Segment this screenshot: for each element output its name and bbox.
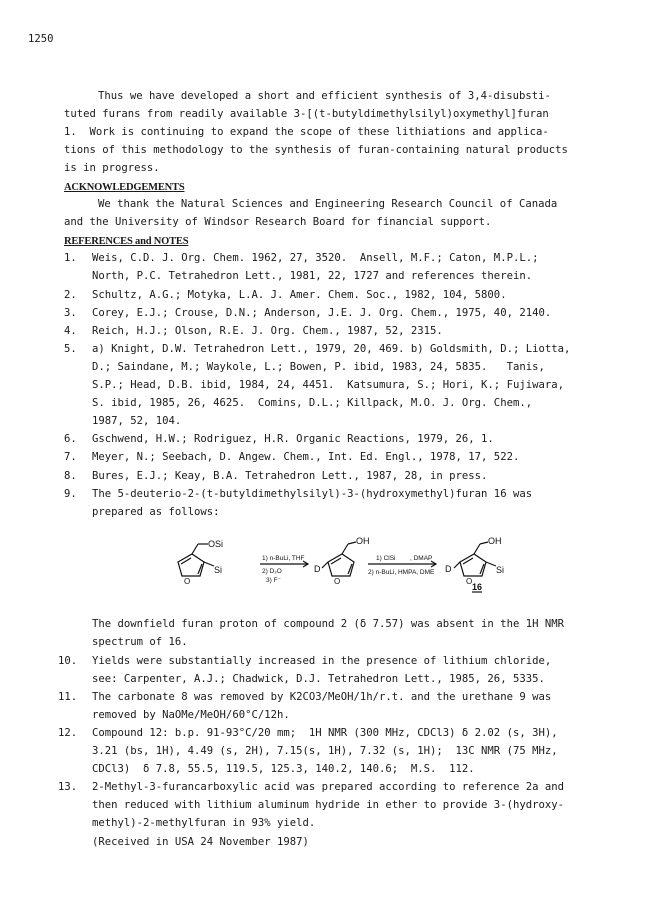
- scheme-label: Si: [214, 565, 223, 575]
- reference-line: Gschwend, H.W.; Rodriguez, H.R. Organic Reactions, 1979, 26, 1.: [92, 433, 494, 445]
- scheme-label: D: [314, 564, 321, 574]
- reference-line: S.P.; Head, D.B. ibid, 1984, 24, 4451. Katsumura, S.; Hori, K.; Fujiwara,: [92, 379, 564, 391]
- scheme-label: D: [445, 564, 452, 574]
- scheme-label: O: [334, 577, 341, 586]
- reference-line: North, P.C. Tetrahedron Lett., 1981, 22, 1727 and references therein.: [92, 270, 533, 282]
- text-line: Thus we have developed a short and efficient synthesis of 3,4-disubsti-: [98, 90, 551, 102]
- scheme-label: OH: [488, 536, 502, 546]
- reference-line: S. ibid, 1985, 26, 4625. Comins, D.L.; Killpack, M.O. J. Org. Chem.,: [92, 397, 533, 409]
- reaction-scheme: [168, 532, 530, 602]
- text-line: The downfield furan proton of compound 2 (δ 7.57) was absent in the 1H NMR: [92, 618, 564, 630]
- reference-number: 2.: [64, 289, 77, 301]
- reference-line: removed by NaOMe/MeOH/60°C/12h.: [92, 709, 290, 721]
- reference-number: 9.: [64, 488, 77, 500]
- received-date: (Received in USA 24 November 1987): [92, 836, 309, 848]
- scheme-label: 2) n-BuLi, HMPA, DME: [368, 569, 435, 576]
- scheme-label: 3) F⁻: [266, 577, 281, 584]
- reference-line: 3.21 (bs, 1H), 4.49 (s, 2H), 7.15(s, 1H), 7.32 (s, 1H); 13C NMR (75 MHz,: [92, 745, 558, 757]
- reference-number: 3.: [64, 307, 77, 319]
- text-line: spectrum of 16.: [92, 636, 188, 648]
- text-line: tions of this methodology to the synthesis of furan-containing natural products: [64, 144, 568, 156]
- reference-number: 1.: [64, 252, 77, 264]
- scheme-label: 1) ClSi: [376, 555, 396, 562]
- reference-line: The 5-deuterio-2-(t-butyldimethylsilyl)-3-(hydroxymethyl)furan 16 was: [92, 488, 533, 500]
- reference-number: 12.: [58, 727, 78, 739]
- furan-ring-icon: [328, 554, 354, 576]
- reference-line: The carbonate 8 was removed by K2CO3/MeOH/1h/r.t. and the urethane 9 was: [92, 691, 552, 703]
- compound-number: 16: [472, 582, 483, 592]
- reference-line: Weis, C.D. J. Org. Chem. 1962, 27, 3520. Ansell, M.F.; Caton, M.P.L.;: [92, 252, 539, 264]
- reference-line: CDCl3) δ 7.8, 55.5, 119.5, 125.3, 140.2, 140.6; M.S. 112.: [92, 763, 475, 775]
- reference-line: D.; Saindane, M.; Waykole, L.; Bowen, P. ibid, 1983, 24, 5835. Tanis,: [92, 361, 545, 373]
- reference-number: 6.: [64, 433, 77, 445]
- text-line: and the University of Windsor Research Board for financial support.: [64, 216, 492, 228]
- reference-line: 1987, 52, 104.: [92, 415, 182, 427]
- reference-line: a) Knight, D.W. Tetrahedron Lett., 1979, 20, 469. b) Goldsmith, D.; Liotta,: [92, 343, 571, 355]
- scheme-label: Si: [496, 565, 505, 575]
- furan-ring-icon: [460, 554, 486, 576]
- scheme-label: O: [184, 577, 191, 586]
- scheme-label: OH: [356, 536, 370, 546]
- reference-line: Schultz, A.G.; Motyka, L.A. J. Amer. Chem. Soc., 1982, 104, 5800.: [92, 289, 507, 301]
- reference-line: then reduced with lithium aluminum hydride in ether to provide 3-(hydroxy-: [92, 799, 564, 811]
- scheme-label: 1) n-BuLi, THF: [262, 555, 305, 562]
- reference-line: see: Carpenter, A.J.; Chadwick, D.J. Tetrahedron Lett., 1985, 26, 5335.: [92, 673, 545, 685]
- scheme-label: O: [466, 577, 473, 586]
- reference-line: Bures, E.J.; Keay, B.A. Tetrahedron Lett., 1987, 28, in press.: [92, 470, 488, 482]
- reference-line: Yields were substantially increased in the presence of lithium chloride,: [92, 655, 552, 667]
- reference-number: 10.: [58, 655, 78, 667]
- reference-line: methyl)-2-methylfuran in 93% yield.: [92, 817, 316, 829]
- text-line: is in progress.: [64, 162, 160, 174]
- reference-number: 7.: [64, 451, 77, 463]
- reference-number: 13.: [58, 781, 78, 793]
- text-line: tuted furans from readily available 3-[(t-butyldimethylsilyl)oxymethyl]furan: [64, 108, 549, 120]
- reference-line: 2-Methyl-3-furancarboxylic acid was prepared according to reference 2a and: [92, 781, 564, 793]
- reference-line: Compound 12: b.p. 91-93°C/20 mm; 1H NMR (300 MHz, CDCl3) δ 2.02 (s, 3H),: [92, 727, 558, 739]
- reference-number: 4.: [64, 325, 77, 337]
- furan-ring-icon: [178, 554, 204, 576]
- scheme-label: 2) D₂O: [262, 568, 282, 575]
- reference-line: Corey, E.J.; Crouse, D.N.; Anderson, J.E. J. Org. Chem., 1975, 40, 2140.: [92, 307, 552, 319]
- scheme-label: , DMAP: [410, 555, 433, 562]
- text-line: We thank the Natural Sciences and Engineering Research Council of Canada: [98, 198, 558, 210]
- reference-number: 11.: [58, 691, 78, 703]
- scheme-label: OSi: [208, 539, 224, 549]
- reference-line: Meyer, N.; Seebach, D. Angew. Chem., Int. Ed. Engl., 1978, 17, 522.: [92, 451, 520, 463]
- reference-line: prepared as follows:: [92, 506, 220, 518]
- reference-number: 8.: [64, 470, 77, 482]
- text-line: 1. Work is continuing to expand the scope of these lithiations and applica-: [64, 126, 549, 138]
- acknowledgements-heading: ACKNOWLEDGEMENTS: [64, 182, 185, 193]
- references-heading: REFERENCES and NOTES: [64, 236, 189, 247]
- page-number: 1250: [28, 33, 54, 45]
- reference-number: 5.: [64, 343, 77, 355]
- reference-line: Reich, H.J.; Olson, R.E. J. Org. Chem., 1987, 52, 2315.: [92, 325, 443, 337]
